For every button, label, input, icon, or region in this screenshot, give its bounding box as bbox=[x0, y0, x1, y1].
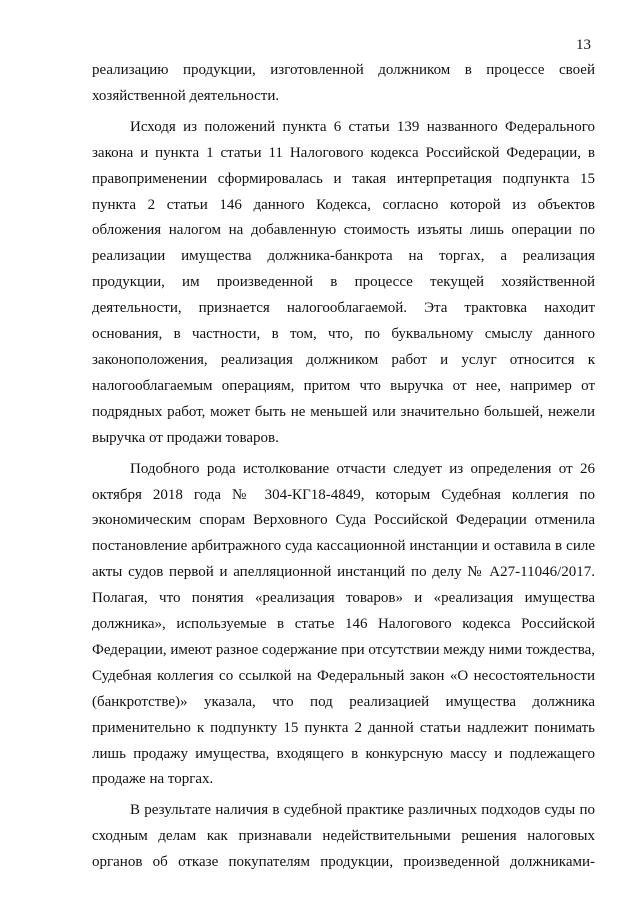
paragraph-continuation: реализацию продукции, изготовленной должником в процессе своей хозяйственной деятельности. bbox=[92, 62, 595, 104]
page-number: 13 bbox=[576, 37, 591, 53]
paragraph-judicial-practice: В результате наличия в судебной практике различных подходов суды по сходным делам как признавали недействительными решения налоговых органов об отказе покупателям продукции, произведенной должниками- bbox=[92, 802, 595, 871]
paragraph-court-ruling: Подобного рода истолкование отчасти следует из определения от 26 октября 2018 года № 304-КГ18-4849, которым Судебная коллегия по экономическим спорам Верховного Суда Российской Федерации отменила постановление арбитражного суда кассационной инстанции и оставила в силе акты судов первой и апелляционной инстанций по делу № А27-11046/2017. Полагая, что понятия «реализация товаров» и «реализация имущества должника», используемые в статье 146 Налогового кодекса Российской Федерации, имеют разное содержание при отсутствии между ними тождества, Судебная коллегия со ссылкой на Федеральный закон «О несостоятельности (банкротстве)» указала, что под реализацией имущества должника применительно к подпункту 15 пункта 2 данной статьи надлежит понимать лишь продажу имущества, входящего в конкурсную массу и подлежащего продаже на торгах. bbox=[92, 460, 595, 788]
paragraph-interpretation: Исходя из положений пункта 6 статьи 139 названного Федерального закона и пункта 1 статьи 11 Налогового кодекса Российской Федерации, в правоприменении сформировалась и такая интерпретация подпункта 15 пункта 2 статьи 146 данного Кодекса, согласно которой из объектов обложения налогом на добавленную стоимость изъяты лишь операции по реализации имущества должника-банкрота на торгах, а реализация продукции, им произведенной в процессе текущей хозяйственной деятельности, признается налогооблагаемой. Эта трактовка находит основания, в частности, в том, что, по буквальному смыслу данного законоположения, реализация должником работ и услуг относится к налогооблагаемым операциям, притом что выручка от нее, например от подрядных работ, может быть не меньшей или значительно большей, нежели выручка от продажи товаров. bbox=[92, 118, 595, 446]
document-body bbox=[92, 58, 595, 881]
